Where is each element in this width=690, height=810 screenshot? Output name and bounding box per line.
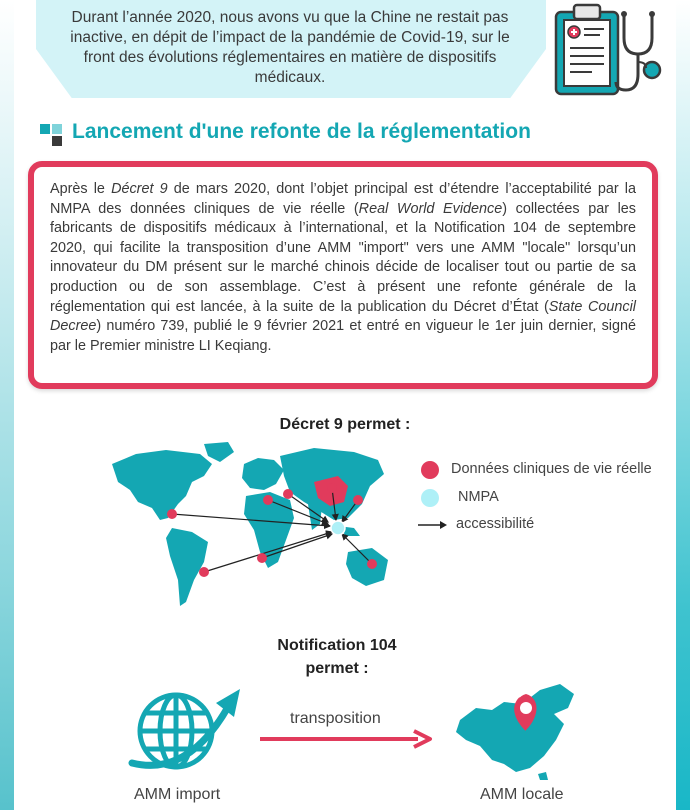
decret9-title: Décret 9 permet : [279,416,411,433]
right-gradient-bar [676,0,690,810]
section-title: Lancement d'une refonte de la réglementation [72,120,531,143]
legend-arrow-icon [418,519,448,531]
notif104-title: Notification 104 permet : [277,637,397,677]
legend-cyan-dot-icon [420,488,440,508]
legend-red-label: Données cliniques de vie réelle [451,461,652,477]
legend-arrow-label: accessibilité [456,516,535,532]
china-map-pin-icon [452,680,582,782]
scd-italic: State Council Decree [50,298,637,335]
transposition-label: transposition [290,710,381,727]
legend-cyan-label: NMPA [458,489,499,505]
clipboard-stethoscope-icon [552,2,664,100]
transposition-arrow-icon [258,728,434,750]
amm-import-label: AMM import [134,786,221,803]
decret-9-italic: Décret 9 [111,181,168,197]
rwe-italic: Real World Evidence [358,200,503,217]
legend-red-dot-icon [420,460,440,480]
globe-icon [128,683,242,779]
regulation-text: Après le Décret 9 de mars 2020, dont l’objet principal est d’étendre l’acceptabilité par la NMPA des données cliniques de vie réelle (Real World Evidence) collectées par les fabricants de dispositifs médicaux à l’international, et la Notification 104 de septembre 2020, qui facilite la transposition d’une AMM "import" vers une AMM "locale" lorsqu’un innovateur du DM présent sur le marché chinois décide de localiser tout ou partie de sa production ou de son assemblage. C’est à présent une refonte générale de la réglementation qui est lancée, à la suite de la publication du Décret d’État (State Council Decree) numéro 739, publié le 9 février 2021 et entré en vigueur le 1er juin dernier, signé par le Premier ministre LI Keqiang. [50,181,637,354]
amm-locale-label: AMM locale [480,786,564,803]
squares-icon [40,124,64,146]
intro-text: Durant l’année 2020, nous avons vu que la Chine ne restait pas inactive, en dépit de l’impact de la pandémie de Covid-19, sur le front des évolutions réglementaires en matière de dispositifs médicaux. [70,9,510,86]
left-gradient-bar [0,0,14,810]
world-map-icon [108,440,398,616]
